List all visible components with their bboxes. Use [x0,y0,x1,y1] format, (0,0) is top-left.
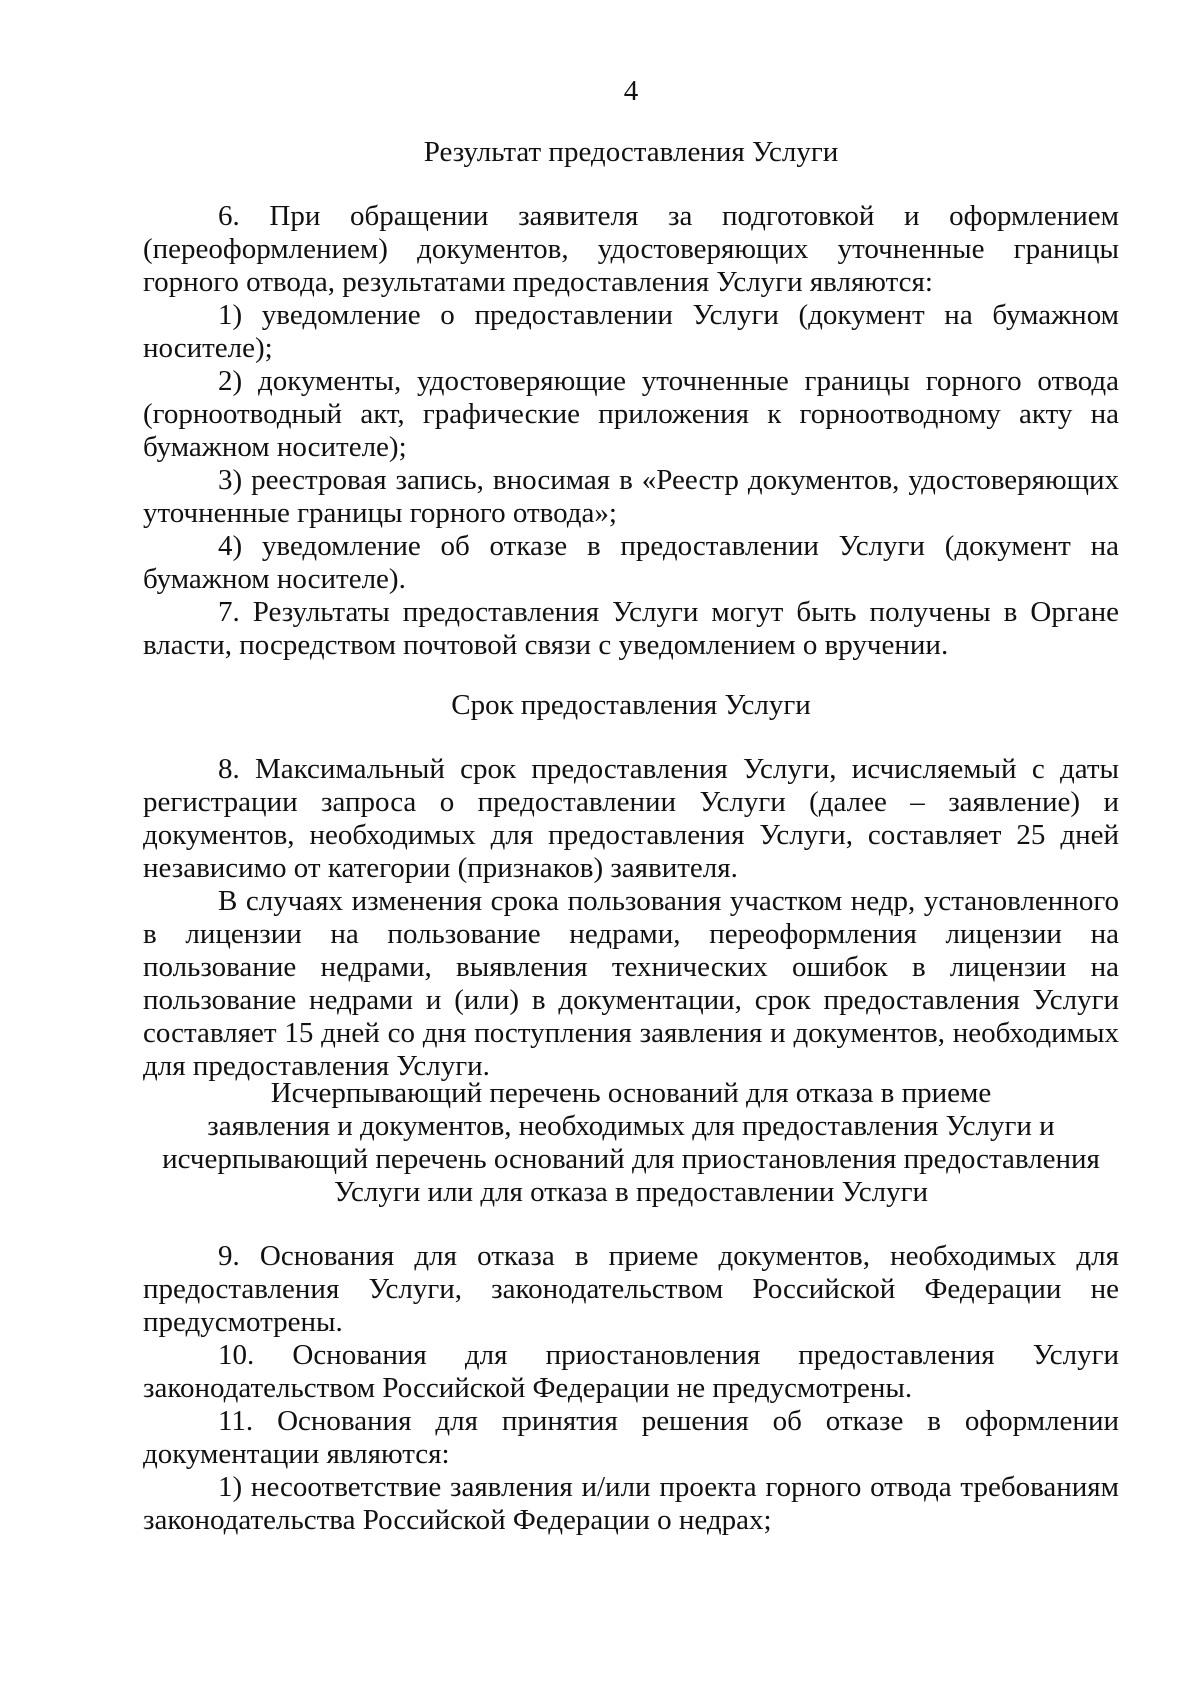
list-item-1: 1) уведомление о предоставлении Услуги (документ на бумажном носителе); [143,299,1119,364]
heading-line-4: Услуги или для отказа в предоставлении Услуги [334,1176,928,1208]
section-heading-grounds [143,1077,1119,1209]
list-item-3: 3) реестровая запись, вносимая в «Реестр документов, удостоверяющих уточненные границы горного отвода»; [143,464,1119,529]
section-heading-result: Результат предоставления Услуги [423,136,839,168]
paragraph-10: 10. Основания для приостановления предоставления Услуги законодательством Российской Федерации не предусмотрены. [143,1339,1119,1404]
heading-line-1: Исчерпывающий перечень оснований для отказа в приеме [270,1077,992,1109]
paragraph-8: 8. Максимальный срок предоставления Услуги, исчисляемый с даты регистрации запроса о предоставлении Услуги (далее – заявление) и документов, необходимых для предоставления Услуги, составляет 25 дней независимо от категории (признаков) заявителя. [143,753,1119,884]
section-heading-term: Срок предоставления Услуги [451,689,811,721]
heading-line-3: исчерпывающий перечень оснований для приостановления предоставления [162,1143,1100,1175]
paragraph-11: 11. Основания для принятия решения об отказе в оформлении документации являются: [143,1405,1119,1470]
page-number: 4 [623,75,639,107]
section-body-result [143,200,1119,662]
paragraph-9: 9. Основания для отказа в приеме документов, необходимых для предоставления Услуги, законодательством Российской Федерации не предусмотрены. [143,1240,1119,1338]
list-item-4: 4) уведомление об отказе в предоставлении Услуги (документ на бумажном носителе). [143,530,1119,595]
paragraph-7: 7. Результаты предоставления Услуги могут быть получены в Органе власти, посредством почтовой связи с уведомлением о вручении. [143,596,1119,661]
list-item-2: 2) документы, удостоверяющие уточненные границы горного отвода (горноотводный акт, графические приложения к горноотводному акту на бумажном носителе); [143,365,1119,463]
list-item-11-1: 1) несоответствие заявления и/или проекта горного отвода требованиям законодательства Российской Федерации о недрах; [143,1471,1119,1536]
paragraph-6: 6. При обращении заявителя за подготовкой и оформлением (переоформлением) документов, удостоверяющих уточненные границы горного отвода, результатами предоставления Услуги являются: [143,200,1119,298]
section-body-term [143,753,1119,1083]
paragraph-8-continued: В случаях изменения срока пользования участком недр, установленного в лицензии на пользование недрами, переоформления лицензии на пользование недрами, выявления технических ошибок в лицензии на пользование недрами и (или) в документации, срок предоставления Услуги составляет 15 дней со дня поступления заявления и документов, необходимых для предоставления Услуги. [143,885,1119,1082]
section-body-grounds [143,1240,1119,1537]
heading-line-2: заявления и документов, необходимых для предоставления Услуги и [207,1110,1055,1142]
